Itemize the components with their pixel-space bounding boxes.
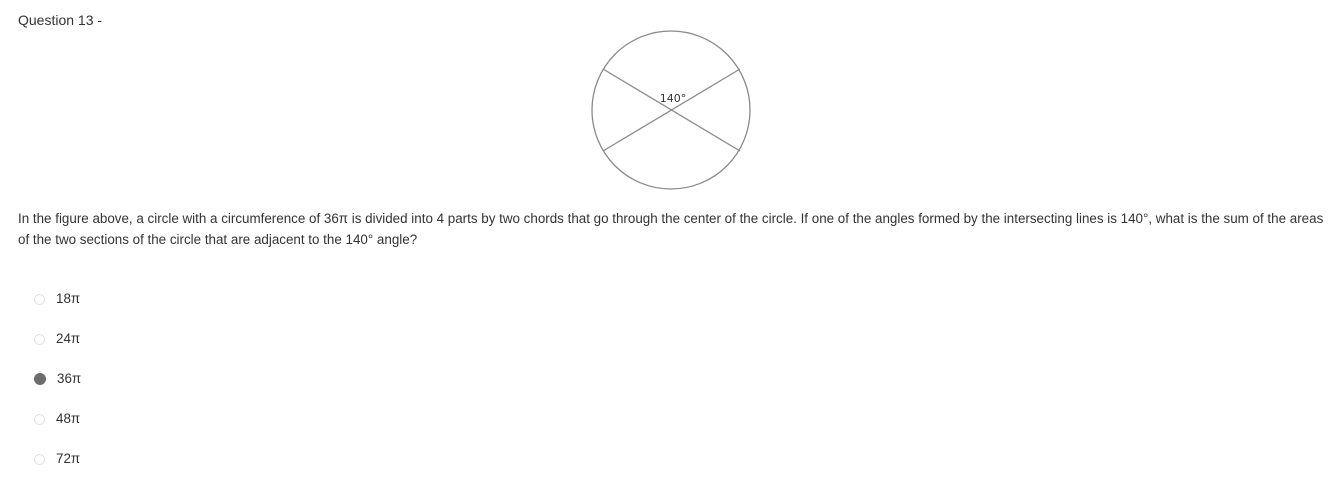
angle-label: 140° — [659, 92, 687, 105]
choice-label: 24π — [56, 330, 81, 346]
radio-button[interactable] — [34, 414, 45, 425]
radio-button[interactable] — [34, 454, 45, 465]
choice-label: 36π — [57, 370, 82, 386]
choice-label: 18π — [56, 290, 81, 306]
radio-button[interactable] — [34, 294, 45, 305]
choice-b[interactable] — [34, 318, 81, 358]
choice-c[interactable] — [34, 358, 81, 398]
choice-label: 48π — [56, 410, 81, 426]
choice-d[interactable] — [34, 398, 81, 438]
radio-button[interactable] — [34, 373, 46, 385]
answer-choices — [34, 278, 81, 478]
question-text: In the figure above, a circle with a circumference of 36π is divided into 4 parts by two chords that go through the center of the circle. If one of the angles formed by the intersecting lines is 140°, what is the sum of the areas of the two sections of the circle that are adjacent to the 140° angle? — [18, 211, 1324, 247]
circle-figure — [588, 30, 756, 192]
choice-label: 72π — [56, 450, 81, 466]
question-title: Question 13 - — [18, 12, 103, 28]
choice-e[interactable] — [34, 438, 81, 478]
choice-a[interactable] — [34, 278, 81, 318]
radio-button[interactable] — [34, 334, 45, 345]
